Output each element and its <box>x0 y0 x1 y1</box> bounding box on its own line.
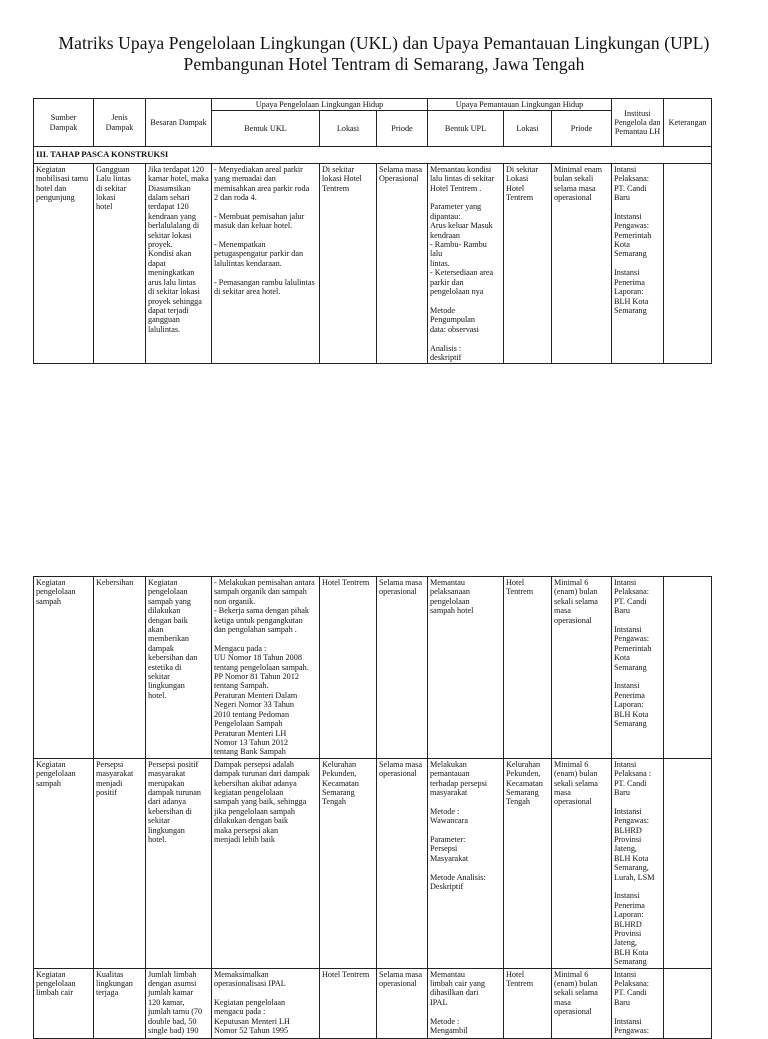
cell-bentuk-upl: Melakukan pemantauan terhadap persepsi masyarakat Metode : Wawancara Parameter: Persepsi Masyarakat Metode Analisis: Deskriptif <box>428 758 504 968</box>
header-upl-group: Upaya Pemantauan Lingkungan Hidup <box>428 99 612 111</box>
header-bentuk-ukl: Bentuk UKL <box>212 111 320 147</box>
cell-sumber: Kegiatan pengelolaan limbah cair <box>34 968 94 1038</box>
cell-jenis: Persepsi masyarakat menjadi positif <box>94 758 146 968</box>
header-lokasi-ukl: Lokasi <box>320 111 377 147</box>
header-priode-upl: Priode <box>552 111 612 147</box>
cell-institusi: Intansi Pelaksana: PT. Candi Baru Intstansi Pengawas: Pemerintah Kota Semarang Instansi Penerima Laporan: BLH Kota Semarang <box>612 163 664 364</box>
cell-keterangan <box>664 577 712 759</box>
header-bentuk-upl: Bentuk UPL <box>428 111 504 147</box>
cell-bentuk-ukl: Memaksimalkan operasionalisasi IPAL Kegiatan pengelolaan mengacu pada : Keputusan Menteri LH Nomor 52 Tahun 1995 <box>212 968 320 1038</box>
header-keterangan: Keterangan <box>664 99 712 147</box>
cell-besaran: Persepsi positif masyarakat merupakan dampak turunan dari adanya kebersihan di sekitar lingkungan hotel. <box>146 758 212 968</box>
table-row <box>34 968 712 1038</box>
header-jenis-dampak: Jenis Dampak <box>94 99 146 147</box>
cell-sumber: Kegiatan pengelolaan sampah <box>34 758 94 968</box>
cell-jenis: Kualitas lingkungan terjaga <box>94 968 146 1038</box>
title-line-1: Matriks Upaya Pengelolaan Lingkungan (UKL) dan Upaya Pemantauan Lingkungan (UPL) <box>58 33 710 53</box>
cell-lokasi-upl: Di sekitar Lokasi Hotel Tentrem <box>504 163 552 364</box>
cell-bentuk-upl: Memantau limbah cair yang dihasilkan dari IPAL Metode : Mengambil <box>428 968 504 1038</box>
cell-priode-upl: Minimal 6 (enam) bulan sekali selama masa operasional <box>552 577 612 759</box>
cell-bentuk-ukl: Dampak persepsi adalah dampak turunan dari dampak kebersihan akibat adanya kegiatan pengelolaan sampah yang baik, sehingga jika pengelolaan sampah dilakukan dengan baik maka persepsi akan menjadi lebih baik <box>212 758 320 968</box>
cell-besaran: Jumlah limbah dengan asumsi jumlah kamar 120 kamar, jumlah tamu (70 double bad, 50 single bad) 190 <box>146 968 212 1038</box>
ukl-upl-matrix-table-2 <box>33 576 712 1039</box>
cell-institusi: Intansi Pelaksana: PT. Candi Baru Intstansi Pengawas: Pemerintah Kota Semarang Instansi Penerima Laporan: BLH Kota Semarang <box>612 577 664 759</box>
header-ukl-group: Upaya Pengelolaan Lingkungan Hidup <box>212 99 428 111</box>
title-line-2: Pembangunan Hotel Tentram di Semarang, Jawa Tengah <box>183 54 585 74</box>
cell-sumber: Kegiatan mobilisasi tamu hotel dan pengunjung <box>34 163 94 364</box>
cell-institusi: Intansi Pelaksana: PT. Candi Baru Intstansi Pengawas: <box>612 968 664 1038</box>
cell-jenis: Kebersihan <box>94 577 146 759</box>
header-priode-ukl: Priode <box>377 111 428 147</box>
cell-priode-upl: Minimal 6 (enam) bulan sekali selama masa operasional <box>552 968 612 1038</box>
cell-lokasi-ukl: Hotel Tentrem <box>320 968 377 1038</box>
cell-priode-upl: Minimal enam bulan sekali selama masa operasional <box>552 163 612 364</box>
cell-keterangan <box>664 758 712 968</box>
cell-jenis: Gangguan Lalu lintas di sekitar lokasi hotel <box>94 163 146 364</box>
cell-institusi: Intansi Pelaksana : PT. Candi Baru Intstansi Pengawas: BLHRD Provinsi Jateng, BLH Kota Semarang, Lurah, LSM Instansi Penerima Laporan: BLHRD Provinsi Jateng, BLH Kota Semarang <box>612 758 664 968</box>
cell-lokasi-upl: Hotel Tentrem <box>504 968 552 1038</box>
cell-lokasi-upl: Kelurahan Pekunden, Kecamatan Semarang Tengah <box>504 758 552 968</box>
cell-bentuk-ukl: - Menyediakan areal parkir yang memadai dan memisahkan area parkir roda 2 dan roda 4. - Membuat pemisahan jalur masuk dan keluar hotel. - Menempatkan petugaspengatur parkir dan lalulintas kendaraan. - Pemasangan rambu lalulintas di sekitar area hotel. <box>212 163 320 364</box>
cell-priode-ukl: Selama masa Operasional <box>377 163 428 364</box>
cell-keterangan <box>664 968 712 1038</box>
ukl-upl-matrix-table-1 <box>33 98 712 364</box>
cell-besaran: Jika terdapat 120 kamar hotel, maka Diasumsikan dalam sehari terdapat 120 kendraan yang berlalulalang di sekitar lokasi proyek. Kondisi akan dapat meningkatkan arus lalu lintas di sekitar lokasi proyek sehingga dapat terjadi gangguan lalulintas. <box>146 163 212 364</box>
header-lokasi-upl: Lokasi <box>504 111 552 147</box>
cell-lokasi-upl: Hotel Tentrem <box>504 577 552 759</box>
cell-priode-ukl: Selama masa operasional <box>377 577 428 759</box>
cell-bentuk-upl: Memantau kondisi lalu lintas di sekitar Hotel Tentrem . Parameter yang dipantau: Arus keluar Masuk kendraan - Rambu- Rambu lalu lintas. - Ketersediaan area parkir dan pengelolaan nya Metode Pengumpulan data: observasi Analisis : deskriptif <box>428 163 504 364</box>
cell-sumber: Kegiatan pengelolaan sampah <box>34 577 94 759</box>
cell-bentuk-ukl: - Melakukan pemisahan antara sampah organik dan sampah non organik. - Bekerja sama dengan pihak ketiga untuk pengangkutan dan pengolahan sampah . Mengacu pada : UU Nomor 18 Tahun 2008 tentang pengelolaan sampah. PP Nomor 81 Tahun 2012 tentang Sampah. Peraturan Menteri Dalam Negeri Nomor 33 Tahun 2010 tentang Pedoman Pengelolaan Sampah Peraturan Menteri LH Nomor 13 Tahun 2012 tentang Bank Sampah <box>212 577 320 759</box>
table-row <box>34 577 712 759</box>
cell-keterangan <box>664 163 712 364</box>
stage-heading: III. TAHAP PASCA KONSTRUKSI <box>34 147 712 163</box>
table-row <box>34 758 712 968</box>
cell-lokasi-ukl: Hotel Tentrem <box>320 577 377 759</box>
table-row <box>34 163 712 364</box>
cell-priode-ukl: Selama masa operasional <box>377 758 428 968</box>
cell-besaran: Kegiatan pengelolaan sampah yang dilakukan dengan baik akan memberikan dampak kebersihan dan estetika di sekitar lingkungan hotel. <box>146 577 212 759</box>
header-institusi: Institusi Pengelola dan Pemantau LH <box>612 99 664 147</box>
document-title <box>0 33 768 75</box>
cell-lokasi-ukl: Kelurahan Pekunden, Kecamatan Semarang Tengah <box>320 758 377 968</box>
header-besaran-dampak: Besaran Dampak <box>146 99 212 147</box>
cell-bentuk-upl: Memantau pelaksanaan pengelolaan sampah hotel <box>428 577 504 759</box>
cell-priode-upl: Minimal 6 (enam) bulan sekali selama masa operasional <box>552 758 612 968</box>
cell-lokasi-ukl: Di sekitar lokasi Hotel Tentrem <box>320 163 377 364</box>
cell-priode-ukl: Selama masa operasional <box>377 968 428 1038</box>
header-sumber-dampak: Sumber Dampak <box>34 99 94 147</box>
